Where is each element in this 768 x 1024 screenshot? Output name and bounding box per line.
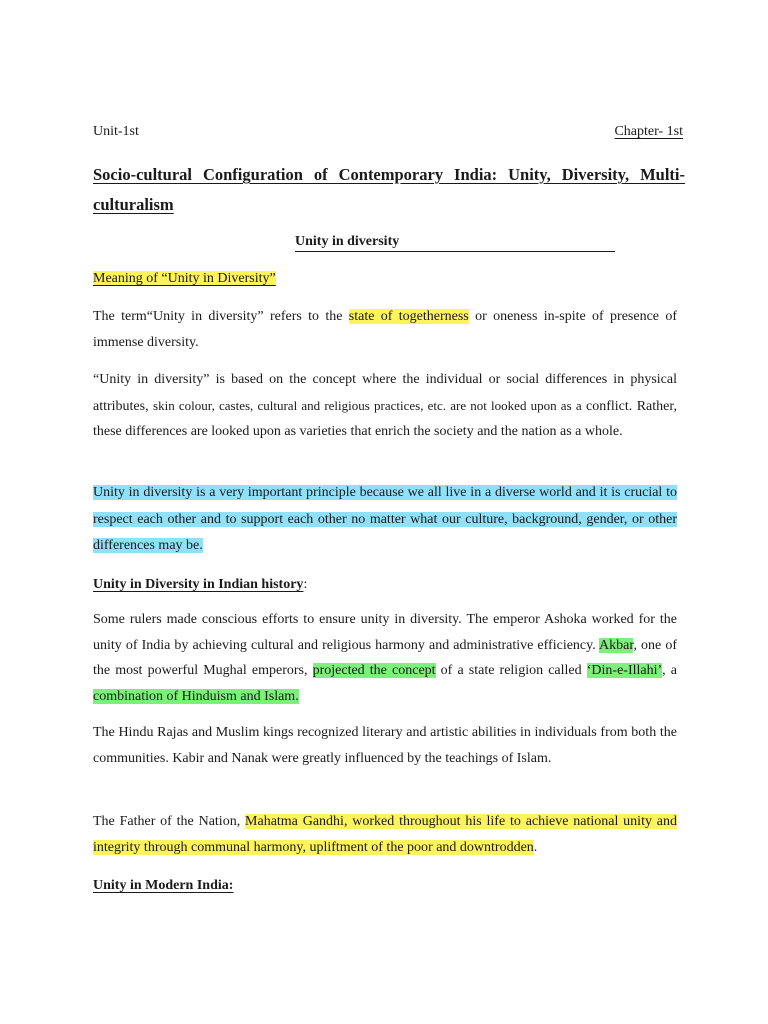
meaning-heading-row xyxy=(93,266,677,292)
page-header xyxy=(93,124,683,140)
paragraph-concept: “Unity in diversity” is based on the concept where the individual or social differences in physical attributes, skin colour, castes, cultural and religious practices, etc. are not looked upon as a conflict. Rather, these differences are looked upon as varieties that enrich the society and the nation as a whole. xyxy=(93,372,677,439)
history-heading: Unity in Diversity in Indian history xyxy=(93,577,304,592)
paragraph-rajas: The Hindu Rajas and Muslim kings recognized literary and artistic abilities in individuals from both the communities. Kabir and Nanak were greatly influenced by the teachings of Islam. xyxy=(93,725,677,766)
section-subtitle: Unity in diversity xyxy=(295,233,615,252)
paragraph-definition: The term“Unity in diversity” refers to the state of togetherness or oneness in-spite of presence of immense diversity. xyxy=(93,309,677,350)
modern-heading-row xyxy=(93,873,677,899)
history-heading-row: Unity in Diversity in Indian history: xyxy=(93,577,308,592)
paragraph-importance: Unity in diversity is a very important principle because we all live in a diverse world and it is crucial to respect each other and to support each other no matter what our culture, background, gender, or other differences may be. xyxy=(93,485,677,553)
paragraph-gandhi: The Father of the Nation, Mahatma Gandhi, worked throughout his life to achieve national unity and integrity through communal harmony, upliftment of the poor and downtrodden. xyxy=(93,814,677,855)
unit-label: Unit-1st xyxy=(93,124,139,139)
document-title: Socio-cultural Configuration of Contemporary India: Unity, Diversity, Multi-culturalism xyxy=(93,165,685,214)
modern-heading: Unity in Modern India: xyxy=(93,878,234,893)
meaning-heading: Meaning of “Unity in Diversity” xyxy=(93,271,276,286)
chapter-label: Chapter- 1st xyxy=(614,124,683,139)
paragraph-rulers: Some rulers made conscious efforts to ensure unity in diversity. The emperor Ashoka worked for the unity of India by achieving cultural and religious harmony and administrative efficiency. Akbar, one of the most powerful Mughal emperors, projected the concept of a state religion called ‘Din-e-Illahi’, a combination of Hinduism and Islam. xyxy=(93,612,678,704)
